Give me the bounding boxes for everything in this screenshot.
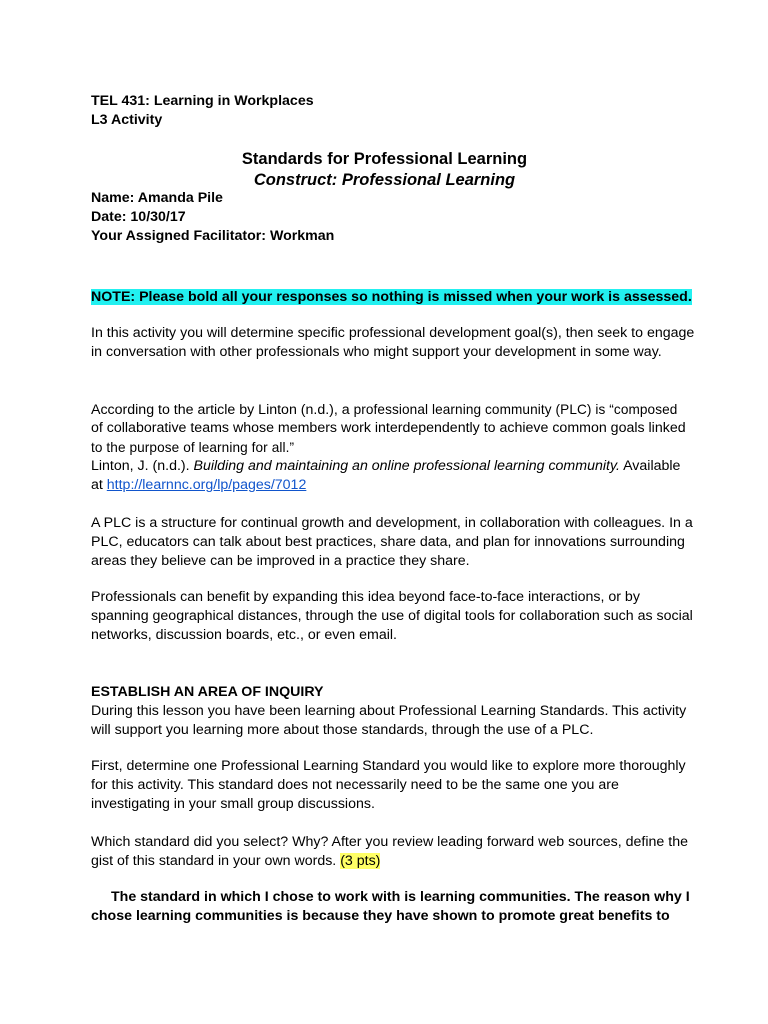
paragraph-line: A PLC is a structure for continual growth and development, in collaboration with colleagues. In a xyxy=(91,515,693,531)
paragraph-line: Professionals can benefit by expanding this idea beyond face-to-face interactions, or by xyxy=(91,589,640,605)
quote-line: According to the article by Linton (n.d.), a professional learning community (PLC) is “composed xyxy=(91,402,678,418)
note-text: NOTE: Please bold all your responses so nothing is missed when your work is assessed. xyxy=(91,289,692,305)
paragraph-line: PLC, educators can talk about best practices, share data, and plan for innovations surrounding xyxy=(91,534,685,550)
citation-line: Linton, J. (n.d.). Building and maintaining an online professional learning community. Available xyxy=(91,458,681,474)
section-heading: ESTABLISH AN AREA OF INQUIRY xyxy=(91,684,324,700)
paragraph-line: investigating in your small group discussions. xyxy=(91,796,375,812)
quote-line: to the purpose of learning for all.” xyxy=(91,440,295,455)
activity-label: L3 Activity xyxy=(91,112,163,128)
source-link[interactable]: http://learnnc.org/lp/pages/7012 xyxy=(106,477,307,493)
paragraph-line: spanning geographical distances, through the use of digital tools for collaboration such as social xyxy=(91,608,693,624)
note-banner xyxy=(91,288,692,307)
intro-line: In this activity you will determine specific professional development goal(s), then seek to engage xyxy=(91,325,695,341)
paragraph-line: areas they believe can be improved in a practice they share. xyxy=(91,553,470,569)
answer-line: The standard in which I chose to work with is learning communities. The reason why I xyxy=(111,889,690,905)
paragraph-line: will support you learning more about those standards, through the use of a PLC. xyxy=(91,722,594,738)
quote-line: of collaborative teams whose members work interdependently to achieve common goals linked xyxy=(91,420,686,436)
paragraph-line: networks, discussion boards, etc., or even email. xyxy=(91,627,397,643)
course-title: TEL 431: Learning in Workplaces xyxy=(91,93,314,109)
citation-link-line: at http://learnnc.org/lp/pages/7012 xyxy=(91,477,307,493)
paragraph-line: Which standard did you select? Why? After you review leading forward web sources, define the xyxy=(91,834,688,850)
student-name: Name: Amanda Pile xyxy=(91,190,223,206)
submission-date: Date: 10/30/17 xyxy=(91,209,186,225)
document-title: Standards for Professional Learning xyxy=(241,150,528,168)
document-subtitle: Construct: Professional Learning xyxy=(253,171,516,189)
paragraph-line: During this lesson you have been learning about Professional Learning Standards. This activity xyxy=(91,703,687,719)
assigned-facilitator: Your Assigned Facilitator: Workman xyxy=(91,228,335,244)
answer-line: chose learning communities is because they have shown to promote great benefits to xyxy=(91,908,670,924)
points-badge: (3 pts) xyxy=(340,853,381,869)
paragraph-line: First, determine one Professional Learning Standard you would like to explore more thoroughly xyxy=(91,758,686,774)
paragraph-line: gist of this standard in your own words. (3 pts) xyxy=(91,853,381,869)
intro-line: in conversation with other professionals who might support your development in some way. xyxy=(91,344,662,360)
paragraph-line: for this activity. This standard does not necessarily need to be the same one you are xyxy=(91,777,619,793)
